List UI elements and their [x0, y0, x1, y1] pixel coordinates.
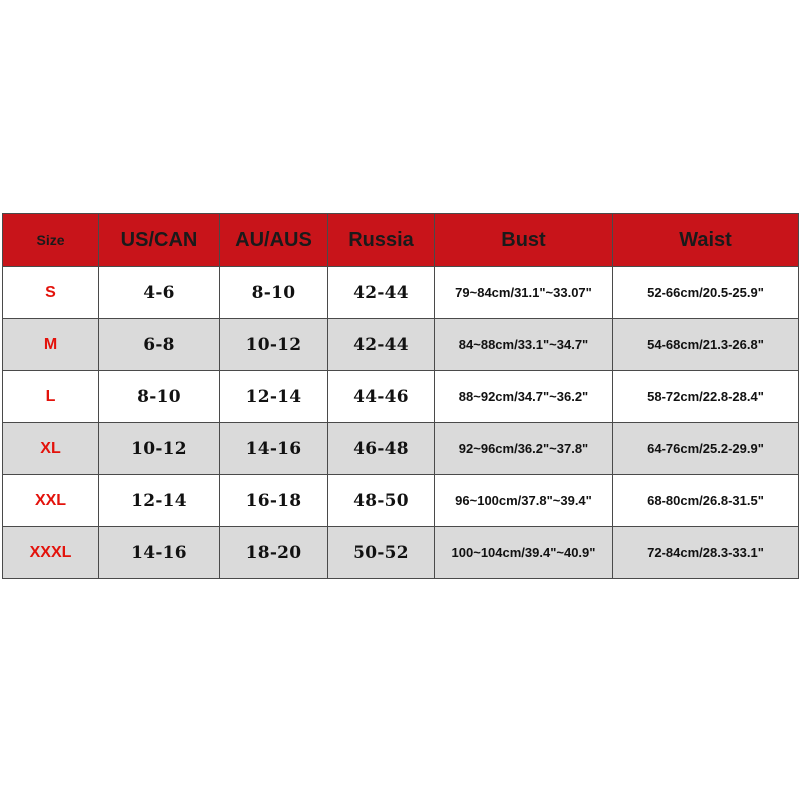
size-label: M [3, 319, 99, 371]
au-aus-cell: 18-20 [220, 527, 328, 579]
table-row [3, 423, 799, 475]
header-row [3, 214, 799, 267]
us-can-cell: 6-8 [99, 319, 220, 371]
au-aus-cell: 10-12 [220, 319, 328, 371]
russia-cell: 50-52 [328, 527, 435, 579]
size-label: L [3, 371, 99, 423]
waist-cell: 64-76cm/25.2-29.9" [613, 423, 799, 475]
russia-cell: 42-44 [328, 319, 435, 371]
bust-cell: 84~88cm/33.1"~34.7" [435, 319, 613, 371]
russia-cell: 46-48 [328, 423, 435, 475]
us-can-cell: 14-16 [99, 527, 220, 579]
table-row [3, 319, 799, 371]
header-au-aus: AU/AUS [220, 214, 328, 267]
bust-cell: 79~84cm/31.1"~33.07" [435, 267, 613, 319]
russia-cell: 42-44 [328, 267, 435, 319]
waist-cell: 54-68cm/21.3-26.8" [613, 319, 799, 371]
table-row [3, 527, 799, 579]
waist-cell: 72-84cm/28.3-33.1" [613, 527, 799, 579]
au-aus-cell: 8-10 [220, 267, 328, 319]
us-can-cell: 8-10 [99, 371, 220, 423]
header-waist: Waist [613, 214, 799, 267]
us-can-cell: 4-6 [99, 267, 220, 319]
bust-cell: 88~92cm/34.7"~36.2" [435, 371, 613, 423]
au-aus-cell: 14-16 [220, 423, 328, 475]
russia-cell: 44-46 [328, 371, 435, 423]
header-russia: Russia [328, 214, 435, 267]
size-label: XXXL [3, 527, 99, 579]
waist-cell: 52-66cm/20.5-25.9" [613, 267, 799, 319]
bust-cell: 96~100cm/37.8"~39.4" [435, 475, 613, 527]
bust-cell: 100~104cm/39.4"~40.9" [435, 527, 613, 579]
size-label: S [3, 267, 99, 319]
table-row [3, 475, 799, 527]
bust-cell: 92~96cm/36.2"~37.8" [435, 423, 613, 475]
us-can-cell: 12-14 [99, 475, 220, 527]
header-bust: Bust [435, 214, 613, 267]
au-aus-cell: 16-18 [220, 475, 328, 527]
waist-cell: 68-80cm/26.8-31.5" [613, 475, 799, 527]
us-can-cell: 10-12 [99, 423, 220, 475]
header-size: Size [3, 214, 99, 267]
size-label: XXL [3, 475, 99, 527]
russia-cell: 48-50 [328, 475, 435, 527]
waist-cell: 58-72cm/22.8-28.4" [613, 371, 799, 423]
table-row [3, 371, 799, 423]
size-label: XL [3, 423, 99, 475]
header-us-can: US/CAN [99, 214, 220, 267]
au-aus-cell: 12-14 [220, 371, 328, 423]
size-chart-table [2, 213, 799, 579]
table-row [3, 267, 799, 319]
